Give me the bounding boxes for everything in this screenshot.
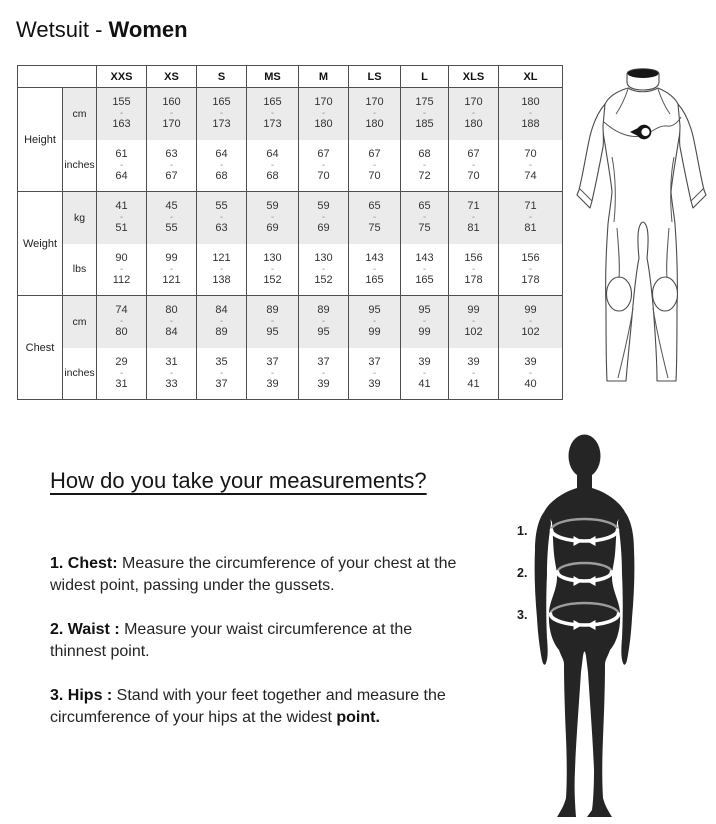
size-cell-height-inches-m: 67 - 70 [299, 140, 349, 192]
size-cell-weight-kg-xxs: 41 - 51 [97, 192, 147, 244]
table-corner-cell [18, 66, 97, 88]
figure-label-1: 1. [517, 524, 528, 538]
size-cell-weight-kg-m: 59 - 69 [299, 192, 349, 244]
size-cell-chest-inches-ms: 37 - 39 [247, 348, 299, 400]
size-cell-height-cm-l: 175 - 185 [401, 88, 449, 140]
category-label-height: Height [18, 88, 63, 192]
size-cell-weight-kg-l: 65 - 75 [401, 192, 449, 244]
size-cell-height-inches-ms: 64 - 68 [247, 140, 299, 192]
size-cell-chest-inches-xls: 39 - 41 [449, 348, 499, 400]
size-cell-height-cm-xls: 170 - 180 [449, 88, 499, 140]
size-cell-weight-kg-xl: 71 - 81 [499, 192, 563, 244]
size-cell-chest-inches-xl: 39 - 40 [499, 348, 563, 400]
figure-label-3: 3. [517, 608, 528, 622]
page-title-prefix: Wetsuit - [16, 17, 109, 42]
size-column-header-m: M [299, 66, 349, 88]
size-cell-chest-cm-xls: 99 - 102 [449, 296, 499, 348]
size-column-header-xs: XS [147, 66, 197, 88]
silhouette-head [569, 435, 601, 478]
size-cell-height-cm-ls: 170 - 180 [349, 88, 401, 140]
size-cell-weight-lbs-ms: 130 - 152 [247, 244, 299, 296]
size-cell-weight-kg-ms: 59 - 69 [247, 192, 299, 244]
unit-label-lbs: lbs [63, 244, 97, 296]
size-cell-weight-lbs-s: 121 - 138 [197, 244, 247, 296]
size-table [17, 65, 563, 400]
size-cell-chest-inches-xxs: 29 - 31 [97, 348, 147, 400]
size-cell-weight-lbs-l: 143 - 165 [401, 244, 449, 296]
size-cell-weight-lbs-m: 130 - 152 [299, 244, 349, 296]
unit-label-cm: cm [63, 296, 97, 348]
size-cell-chest-inches-l: 39 - 41 [401, 348, 449, 400]
size-cell-chest-inches-xs: 31 - 33 [147, 348, 197, 400]
size-cell-height-inches-xls: 67 - 70 [449, 140, 499, 192]
size-cell-height-inches-xs: 63 - 67 [147, 140, 197, 192]
size-cell-height-inches-s: 64 - 68 [197, 140, 247, 192]
size-cell-chest-cm-xs: 80 - 84 [147, 296, 197, 348]
unit-label-inches: inches [63, 348, 97, 400]
size-cell-weight-kg-xs: 45 - 55 [147, 192, 197, 244]
category-label-weight: Weight [18, 192, 63, 296]
category-label-chest: Chest [18, 296, 63, 400]
size-cell-height-inches-ls: 67 - 70 [349, 140, 401, 192]
size-cell-chest-inches-ls: 37 - 39 [349, 348, 401, 400]
size-column-header-ms: MS [247, 66, 299, 88]
size-column-header-ls: LS [349, 66, 401, 88]
size-cell-weight-lbs-ls: 143 - 165 [349, 244, 401, 296]
size-cell-chest-cm-m: 89 - 95 [299, 296, 349, 348]
measurement-instructions [50, 553, 465, 751]
size-cell-weight-lbs-xs: 99 - 121 [147, 244, 197, 296]
size-cell-chest-inches-m: 37 - 39 [299, 348, 349, 400]
wetsuit-illustration [573, 62, 715, 394]
size-cell-height-inches-l: 68 - 72 [401, 140, 449, 192]
size-column-header-xl: XL [499, 66, 563, 88]
size-cell-weight-kg-ls: 65 - 75 [349, 192, 401, 244]
size-cell-height-cm-xxs: 155 - 163 [97, 88, 147, 140]
size-cell-weight-kg-xls: 71 - 81 [449, 192, 499, 244]
size-cell-weight-lbs-xls: 156 - 178 [449, 244, 499, 296]
size-cell-height-cm-xs: 160 - 170 [147, 88, 197, 140]
measurements-heading: How do you take your measurements? [50, 468, 427, 493]
size-cell-chest-cm-xxs: 74 - 80 [97, 296, 147, 348]
unit-label-inches: inches [63, 140, 97, 192]
size-cell-height-cm-s: 165 - 173 [197, 88, 247, 140]
size-cell-chest-cm-l: 95 - 99 [401, 296, 449, 348]
figure-label-2: 2. [517, 566, 528, 580]
size-column-header-s: S [197, 66, 247, 88]
instruction-item-2: 2. Waist : Measure your waist circumference at the thinnest point. [50, 621, 413, 660]
size-cell-height-cm-ms: 165 - 173 [247, 88, 299, 140]
size-cell-height-inches-xxs: 61 - 64 [97, 140, 147, 192]
size-cell-weight-lbs-xxs: 90 - 112 [97, 244, 147, 296]
instruction-item-3: 3. Hips : Stand with your feet together and measure the circumference of your hips at the widest point. [50, 687, 446, 726]
size-cell-height-cm-m: 170 - 180 [299, 88, 349, 140]
page-title [16, 17, 188, 43]
size-column-header-xls: XLS [449, 66, 499, 88]
size-cell-height-cm-xl: 180 - 188 [499, 88, 563, 140]
size-cell-weight-kg-s: 55 - 63 [197, 192, 247, 244]
size-cell-chest-cm-s: 84 - 89 [197, 296, 247, 348]
unit-label-kg: kg [63, 192, 97, 244]
page-title-bold: Women [108, 17, 188, 42]
size-cell-chest-inches-s: 35 - 37 [197, 348, 247, 400]
size-column-header-xxs: XXS [97, 66, 147, 88]
size-column-header-l: L [401, 66, 449, 88]
instruction-item-1: 1. Chest: Measure the circumference of your chest at the widest point, passing under the gussets. [50, 555, 457, 594]
size-cell-weight-lbs-xl: 156 - 178 [499, 244, 563, 296]
body-silhouette-illustration [528, 432, 668, 822]
size-cell-chest-cm-xl: 99 - 102 [499, 296, 563, 348]
unit-label-cm: cm [63, 88, 97, 140]
size-cell-chest-cm-ms: 89 - 95 [247, 296, 299, 348]
size-cell-chest-cm-ls: 95 - 99 [349, 296, 401, 348]
size-cell-height-inches-xl: 70 - 74 [499, 140, 563, 192]
